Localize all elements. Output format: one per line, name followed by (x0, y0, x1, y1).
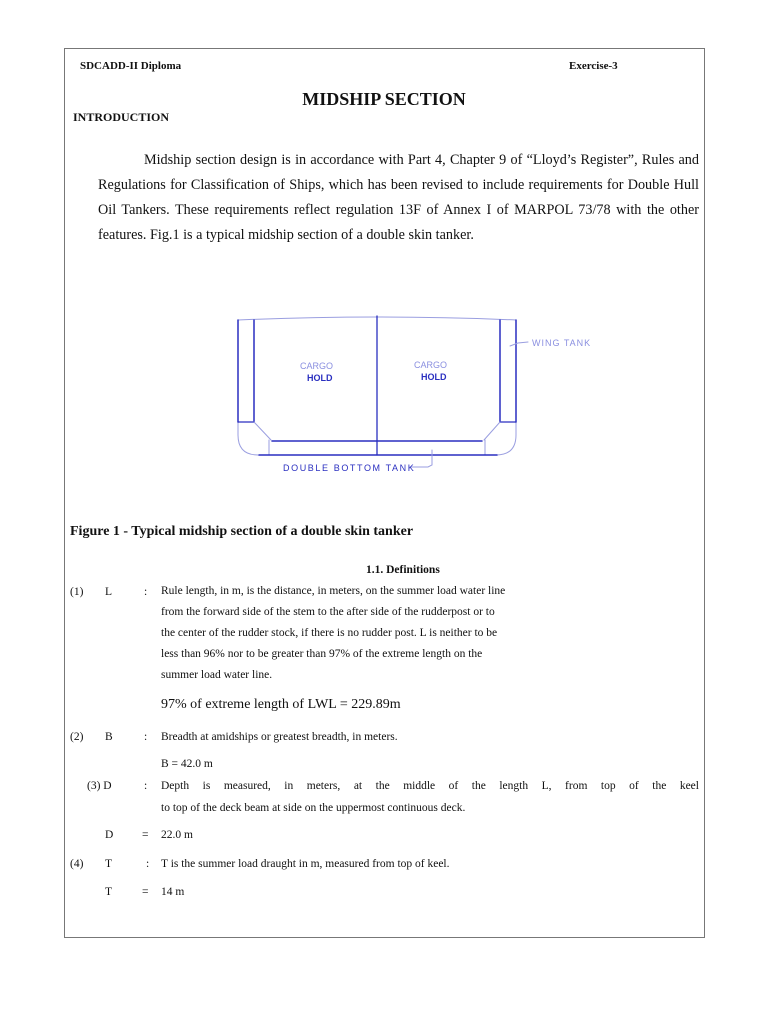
page-title: MIDSHIP SECTION (302, 89, 466, 109)
header-right: Exercise-3 (569, 60, 618, 72)
def-3-line-1: Depth is measured, in meters, at the middle of the length L, from top of the keel (161, 780, 699, 792)
cargo-label-1: CARGO (300, 361, 334, 371)
def-3-value: 22.0 m (161, 829, 193, 841)
right-hopper (484, 422, 500, 440)
def-3-value-symbol: D (105, 829, 114, 841)
definitions-heading: 1.1. Definitions (366, 564, 440, 576)
def-1-line: less than 96% nor to be greater than 97% of the extreme length on the (161, 648, 483, 660)
def-4-number: (4) (70, 858, 84, 870)
def-2-number: (2) (70, 731, 84, 743)
double-bottom-label: DOUBLE BOTTOM TANK (283, 463, 416, 473)
def-4-sep: : (146, 858, 150, 870)
def-1-text (161, 581, 505, 686)
def-1-number: (1) (70, 586, 84, 598)
def-4-value-eq: = (142, 886, 149, 898)
def-4-text: T is the summer load draught in m, measured from top of keel. (161, 858, 450, 870)
def-2-symbol: B (105, 731, 113, 743)
def-4-value-symbol: T (105, 886, 113, 898)
left-hopper (254, 422, 271, 440)
wing-tank-label: WING TANK (532, 338, 592, 348)
def-3-number: (3) D (87, 780, 112, 792)
def-3-sep: : (144, 780, 148, 792)
def-3-line-2: to top of the deck beam at side on the uppermost continuous deck. (161, 802, 466, 814)
header-left: SDCADD-II Diploma (80, 60, 182, 72)
def-2-text: Breadth at amidships or greatest breadth, in meters. (161, 731, 398, 743)
def-1-line: Rule length, in m, is the distance, in meters, on the summer load water line (161, 585, 506, 597)
hold-label-2: HOLD (421, 372, 447, 382)
def-1-sep: : (144, 586, 148, 598)
cargo-label-2: CARGO (414, 360, 448, 370)
def-1-value: 97% of extreme length of LWL = 229.89m (161, 697, 401, 712)
def-2-sep: : (144, 731, 148, 743)
section-heading: INTRODUCTION (73, 110, 170, 124)
def-1-line: summer load water line. (161, 669, 273, 681)
def-4-symbol: T (105, 858, 113, 870)
intro-text: Midship section design is in accordance with Part 4, Chapter 9 of “Lloyd’s Register”, Rules and Regulations for Classification of Ships, which has been revised to include requirements for Double Hull Oil Tankers. These requirements reflect regulation 13F of Annex I of MARPOL 73/78 with the other features. Fig.1 is a typical midship section of a double skin tanker. (98, 152, 699, 243)
def-1-line: from the forward side of the stem to the after side of the rudderpost or to (161, 606, 495, 618)
def-2-value: B = 42.0 m (161, 758, 213, 770)
figure-caption: Figure 1 - Typical midship section of a double skin tanker (70, 524, 414, 539)
def-1-symbol: L (105, 586, 113, 598)
def-3-value-eq: = (142, 829, 149, 841)
wing-tank-leader (510, 342, 528, 346)
def-4-value: 14 m (161, 886, 185, 898)
def-1-line: the center of the rudder stock, if there is no rudder post. L is neither to be (161, 627, 498, 639)
hold-label-1: HOLD (307, 373, 333, 383)
